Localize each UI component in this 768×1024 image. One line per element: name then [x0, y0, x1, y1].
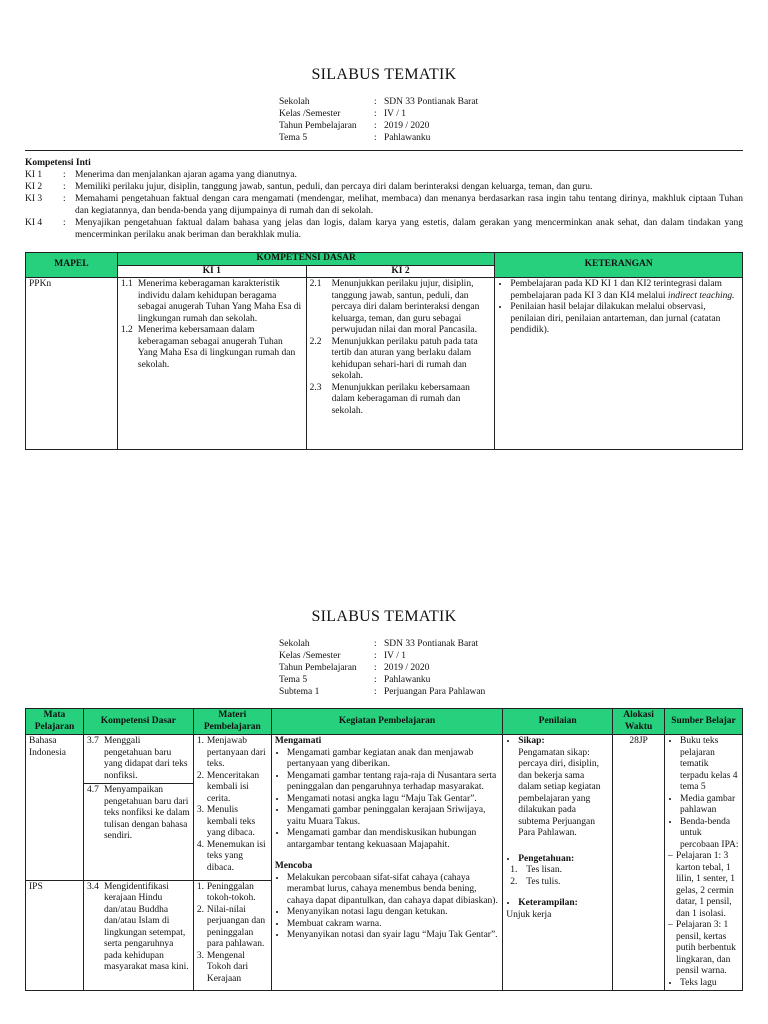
- meta-value: 2019 / 2020: [384, 121, 430, 131]
- meta-label: Tahun Pembelajaran: [279, 663, 357, 673]
- meta-value: 2019 / 2020: [384, 663, 430, 673]
- ki-row: KI 1 : Menerima dan menjalankan ajaran agama yang dianutnya.: [25, 170, 297, 180]
- list-item: • Melakukan percobaan sifat-sifat cahaya (cahaya merambat lurus, cahaya menembus benda bening, cahaya dapat dipantulkan, dan cahaya dapat dibiaskan).: [287, 873, 499, 908]
- meta-label: Tema 5: [279, 133, 308, 143]
- header-kompetensi-dasar: Kompetensi Dasar: [83, 709, 193, 735]
- sumber-cell: • Buku teks pelajaran tematik terpadu kelas 4 tema 5 • Media gambar pahlawan • Benda-benda untuk percobaan IPA: – Pelajaran 1: 3 karton tebal, 1 lilin, 1 senter, 1 gelas, 2 cermin datar, 1 pensil, dan 1 isolasi. – Pelajaran 3: 1 pensil, kertas putih berbentuk lingkaran, dan pensil warna. • Teks lagu: [665, 735, 743, 991]
- meta-value: Perjuangan Para Pahlawan: [384, 687, 486, 697]
- list-item: • Buku teks pelajaran tematik terpadu kelas 4 tema 5: [680, 736, 739, 794]
- identity-block: Sekolah : SDN 33 Pontianak Barat Kelas /Semester : IV / 1 Tahun Pembelajaran : 2019 / 2020 Tema 5 : Pahlawanku: [279, 97, 479, 143]
- identity-block: Sekolah : SDN 33 Pontianak Barat Kelas /Semester : IV / 1 Tahun Pembelajaran : 2019 / 2020 Tema 5 : Pahlawanku Subtema 1 : Perjuangan Para Pahlawan: [279, 639, 486, 697]
- section-mencoba: Mencoba: [274, 861, 313, 871]
- kd-cell: 3.7 Menggali pengetahuan baru yang didapat dari teks nonfiksi. 4.7 Menyampaikan pengetahuan baru dari teks nonfiksi ke dalam tulisan dengan bahasa sendiri.: [83, 735, 193, 881]
- list-item: • Menyanyikan notasi dan syair lagu “Maju Tak Gentar”.: [287, 930, 499, 942]
- list-item: • Mengamati gambar kegiatan anak dan menjawab pertanyaan yang diberikan.: [287, 748, 499, 771]
- ki-row: KI 3 : Memahami pengetahuan faktual dengan cara mengamati (mendengar, melihat, membaca) dan menanya berdasarkan rasa ingin tahu tentang dirinya, makhluk ciptaan Tuhan dan kegiatannya, dan benda-benda yang dijumpainya di rumah dan di sekolah.: [25, 194, 743, 216]
- meta-label: Sekolah: [279, 639, 310, 649]
- materi-cell: 1. Peninggalan tokoh-tokoh. 2. Nilai-nilai perjuangan dan peninggalan para pahlawan. 3. Mengenal Tokoh dari Kerajaan: [193, 880, 271, 990]
- meta-value: Pahlawanku: [384, 133, 431, 143]
- keterampilan-heading: • Keterampilan:: [518, 898, 609, 910]
- header-kompetensi-dasar: KOMPETENSI DASAR: [117, 253, 494, 266]
- sikap-heading: • Sikap:: [518, 736, 609, 748]
- ki-row: KI 4 : Menyajikan pengetahuan faktual dalam bahasa yang jelas dan logis, dalam karya yang estetis, dalam gerakan yang mencerminkan anak sehat, dan dalam tindakan yang mencerminkan perilaku anak beriman dan berakhlak mulia.: [25, 218, 743, 240]
- list-item: • Teks lagu: [680, 978, 739, 990]
- ki-title: Kompetensi Inti: [25, 158, 91, 168]
- page-gap: [0, 500, 768, 540]
- kompetensi-inti: [25, 157, 743, 241]
- ki1-cell: 1.1 Menerima keberagaman karakteristik individu dalam kehidupan beragama sebagai anugerah Tuhan Yang Maha Esa di lingkungan rumah dan sekolah. 1.2 Menerima kebersamaan dalam keberagaman sebagai anugerah Tuhan Yang Maha Esa di lingkungan rumah dan sekolah.: [117, 278, 306, 450]
- header-mapel: MAPEL: [26, 253, 118, 278]
- meta-label: Sekolah: [279, 97, 310, 107]
- ki2-cell: 2.1 Menunjukkan perilaku jujur, disiplin, tanggung jawab, santun, peduli, dan percaya diri dalam berinteraksi dengan keluarga, teman, dan guru sebagai perwujudan nilai dan moral Pancasila. 2.2 Menunjukkan perilaku patuh pada tata tertib dan aturan yang berlaku dalam kehidupan sehari-hari di rumah dan sekolah. 2.3 Menunjukkan perilaku kebersamaan dalam keberagaman di rumah dan sekolah.: [306, 278, 495, 450]
- list-item: • Mengamati gambar dan mendiskusikan hubungan antargambar tentang kekuasaan Majapahit.: [287, 828, 499, 851]
- list-item: • Menyanyikan notasi lagu dengan ketukan.: [287, 907, 499, 919]
- penilaian-cell: • Sikap: Pengamatan sikap: percaya diri, disiplin, dan bekerja sama dalam setiap kegiatan pembelajaran yang dilakukan pada subtema Perjuangan Para Pahlawan. • Pengetahuan: 1. Tes lisan. 2. Tes tulis. • Keterampilan: Unjuk kerja: [503, 735, 613, 991]
- header-penilaian: Penilaian: [503, 709, 613, 735]
- meta-label: Kelas /Semester: [279, 109, 341, 119]
- pengetahuan-heading: • Pengetahuan:: [518, 854, 609, 866]
- alokasi-cell: 28JP: [613, 735, 665, 991]
- meta-value: IV / 1: [384, 651, 406, 661]
- meta-label: Tema 5: [279, 675, 308, 685]
- list-item: • Mengamati gambar peninggalan kerajaan Sriwijaya, yaitu Muara Takus.: [287, 805, 499, 828]
- header-ki1: KI 1: [117, 265, 306, 278]
- page-title: SILABUS TEMATIK: [311, 66, 457, 83]
- meta-label: Kelas /Semester: [279, 651, 341, 661]
- list-item: • Membuat cakram warna.: [287, 919, 499, 931]
- header-sumber: Sumber Belajar: [665, 709, 743, 735]
- header-alokasi: Alokasi Waktu: [613, 709, 665, 735]
- ki-row: KI 2 : Memiliki perilaku jujur, disiplin, tanggung jawab, santun, peduli, dan percaya diri dalam berinteraksi dengan keluarga, teman, dan guru.: [25, 182, 593, 192]
- silabus-table: [25, 708, 743, 991]
- header-mata-pelajaran: Mata Pelajaran: [26, 709, 84, 735]
- list-item: • Benda-benda untuk percobaan IPA:: [680, 817, 739, 852]
- kegiatan-cell: [271, 735, 502, 991]
- list-item: • Mengamati gambar tentang raja-raja di Nusantara serta peninggalan dan pengaruhnya terhadap masyarakat.: [287, 771, 499, 794]
- section-mengamati: Mengamati: [274, 736, 322, 746]
- keterangan-cell: [495, 278, 743, 450]
- page-title: SILABUS TEMATIK: [311, 608, 457, 625]
- materi-cell: 1. Menjawab pertanyaan dari teks. 2. Menceritakan kembali isi cerita. 3. Menulis kembali teks yang dibaca. 4. Menemukan isi teks yang dibaca.: [193, 735, 271, 881]
- header-materi: Materi Pembelajaran: [193, 709, 271, 735]
- kd-cell: 3.4 Mengidentifikasi kerajaan Hindu dan/atau Buddha dan/atau Islam di lingkungan setempat, serta pengaruhnya pada kehidupan masyarakat masa kini.: [83, 880, 193, 990]
- meta-value: Pahlawanku: [384, 675, 431, 685]
- list-item: • Penilaian hasil belajar dilakukan melalui observasi, penilaian diri, penilaian antarteman, dan jurnal (catatan pendidik).: [510, 302, 739, 337]
- meta-value: SDN 33 Pontianak Barat: [384, 97, 479, 107]
- page-2: [0, 540, 768, 1024]
- mapel-ips: IPS: [26, 880, 84, 990]
- meta-value: IV / 1: [384, 109, 406, 119]
- meta-value: SDN 33 Pontianak Barat: [384, 639, 479, 649]
- list-item: • Pembelajaran pada KD KI 1 dan KI2 terintegrasi dalam pembelajaran pada KI 3 dan KI4 melalui indirect teaching.: [510, 279, 739, 302]
- meta-label: Subtema 1: [279, 687, 320, 697]
- header-keterangan: KETERANGAN: [495, 253, 743, 278]
- page-1: [0, 0, 768, 500]
- list-item: • Mengamati notasi angka lagu “Maju Tak Gentar”.: [287, 794, 499, 806]
- header-kegiatan: Kegiatan Pembelajaran: [271, 709, 502, 735]
- list-item: • Media gambar pahlawan: [680, 794, 739, 817]
- header-ki2: KI 2: [306, 265, 495, 278]
- kd-table: [25, 252, 743, 450]
- mapel-cell: PPKn: [26, 278, 118, 450]
- divider: [25, 150, 743, 151]
- meta-label: Tahun Pembelajaran: [279, 121, 357, 131]
- mapel-bahasa-indonesia: Bahasa Indonesia: [26, 735, 84, 881]
